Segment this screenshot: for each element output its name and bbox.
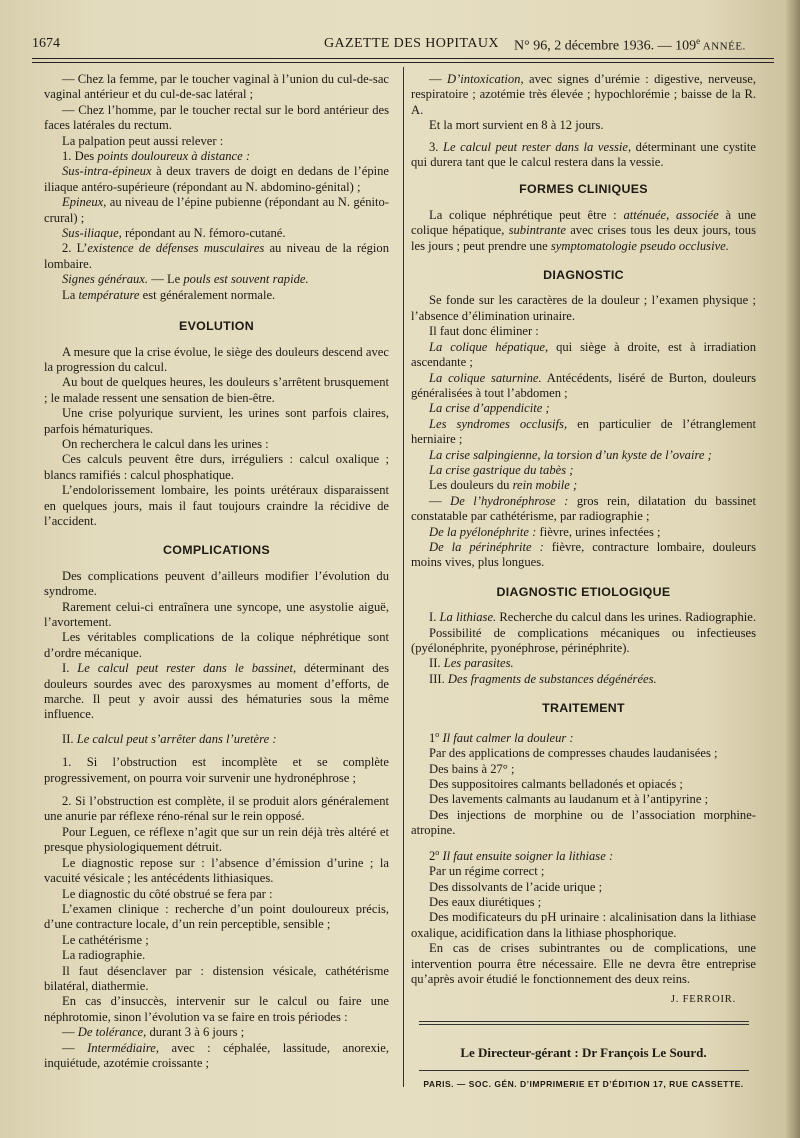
paragraph: 1. Si l’obstruction est incomplète et se complète progressivement, on pourra voir survenir une hydronéphrose ; — [44, 755, 389, 785]
director-line: Le Directeur-gérant : Dr François Le Sourd. — [460, 1044, 707, 1060]
divider — [419, 1024, 749, 1025]
page-number: 1674 — [32, 36, 60, 51]
paragraph: 3. Le calcul peut rester dans la vessie, déterminant une cystite qui durera tant que le calcul restera dans la vessie. — [411, 139, 756, 170]
paragraph: L’examen clinique : recherche d’un point douloureux précis, d’une contracture locale, d’un rein perceptible, sensible ; — [44, 901, 389, 932]
paragraph: Des lavements calmants au laudanum et à l’antipyrine ; — [429, 792, 709, 807]
paragraph: La colique néphrétique peut être : atténuée, associée à une colique hépatique, subintrante avec crises tous les deux jours, tous les jours ; peut prendre une symptomatologie pseudo occlusive. — [411, 207, 757, 253]
author-signature: J. FERROIR. — [670, 993, 736, 1005]
paragraph: Des injections de morphine ou de l’association morphine-atropine. — [411, 807, 756, 838]
paragraph: Par des applications de compresses chaudes laudanisées ; — [429, 746, 718, 761]
paragraph: Il faut désenclaver par : distension vésicale, cathétérisme bilatéral, diathermie. — [44, 963, 389, 993]
header-rule-2 — [32, 62, 774, 63]
paragraph: La colique saturnine. Antécédents, liséré de Burton, douleurs généralisées à tout l’abdomen ; — [411, 370, 756, 400]
paragraph: En cas d’insuccès, intervenir sur le calcul ou faire une néphrotomie, sinon l’évolution va se faire en trois périodes : — [44, 994, 389, 1024]
paragraph: Des suppositoires calmants belladonés et opiacés ; — [429, 777, 683, 792]
paragraph: De la pyélonéphrite : fièvre, urines infectées ; — [429, 524, 661, 539]
issue-date: N° 96, 2 décembre 1936. — 109e ANNÉE. — [514, 36, 746, 54]
section-heading-complications: COMPLICATIONS — [163, 543, 270, 558]
paragraph: A mesure que la crise évolue, le siège des douleurs descend avec la progression du calcul. — [44, 344, 389, 374]
paragraph: Le diagnostic repose sur : l’absence d’émission d’urine ; la vacuité vésicale ; les antécédents lithiasiques. — [44, 855, 389, 886]
left-column — [44, 72, 389, 1071]
paragraph: Les véritables complications de la colique néphrétique sont d’ordre mécanique. — [44, 630, 389, 660]
paragraph: Possibilité de complications mécaniques ou infectieuses (pyélonéphrite, pyonéphrose, périnéphrite). — [411, 625, 756, 655]
column-separator — [403, 67, 404, 1087]
paragraph: — Intermédiaire, avec : céphalée, lassitude, anorexie, inquiétude, azotémie croissante ; — [44, 1040, 389, 1070]
right-column — [411, 72, 756, 1093]
paragraph: Des bains à 27° ; — [429, 761, 515, 776]
paragraph: De la périnéphrite : fièvre, contracture lombaire, douleurs moins vives, plus longues. — [411, 539, 756, 570]
paragraph: — Chez l’homme, par le toucher rectal sur le bord antérieur des faces latérales du rectum. — [44, 102, 389, 133]
section-heading-diagnostic-etiologique: DIAGNOSTIC ETIOLOGIQUE — [496, 584, 671, 599]
paragraph: Ces calculs peuvent être durs, irréguliers : calcul oxalique ; blancs ramifiés : calcul phosphatique. — [44, 452, 389, 482]
paragraph: Au bout de quelques heures, les douleurs s’arrêtent brusquement ; le malade ressent une sensation de bien-être. — [44, 375, 389, 405]
paragraph: 2$^o$ Il faut ensuite soigner la lithiase : — [429, 847, 614, 863]
printer-imprint: PARIS. — SOC. GÉN. D’IMPRIMERIE ET D’ÉDITION 17, RUE CASSETTE. — [423, 1079, 744, 1090]
paragraph: Se fonde sur les caractères de la douleur ; l’examen physique ; l’absence d’élimination urinaire. — [411, 293, 756, 323]
section-heading-diagnostic: DIAGNOSTIC — [543, 268, 624, 283]
paragraph: Et la mort survient en 8 à 12 jours. — [429, 118, 604, 133]
divider — [419, 1070, 749, 1071]
paragraph: Il faut donc éliminer : — [429, 324, 539, 339]
paragraph: Epineux, au niveau de l’épine pubienne (répondant au N. génito-crural) ; — [44, 195, 389, 225]
paragraph: Des eaux diurétiques ; — [429, 895, 542, 910]
paragraph: 2. L’existence de défenses musculaires au niveau de la région lombaire. — [44, 241, 389, 271]
paragraph: En cas de crises subintrantes ou de complications, une intervention pourra être nécessaire. Elle ne devra être entreprise qu’après avoir étudié le fonctionnement des deux reins. — [411, 941, 756, 987]
divider — [419, 1021, 749, 1022]
paragraph: Les douleurs du rein mobile ; — [429, 478, 578, 493]
paragraph: Des dissolvants de l’acide urique ; — [429, 879, 603, 894]
running-header — [32, 36, 774, 56]
paragraph: 1. Des points douloureux à distance : — [62, 149, 251, 164]
paragraph: — D’intoxication, avec signes d’urémie : digestive, nerveuse, respiratoire ; azotémie très élevée ; hypochlorémie ; baisse de la R. A. — [411, 72, 756, 117]
journal-title: GAZETTE DES HOPITAUX — [324, 36, 499, 51]
paragraph: II. Les parasites. — [429, 656, 514, 671]
paragraph: La crise d’appendicite ; — [429, 401, 550, 416]
paragraph: La température est généralement normale. — [62, 287, 276, 302]
paragraph: 2. Si l’obstruction est complète, il se produit alors généralement une anurie par réflexe réno-rénal sur le rein opposé. — [44, 794, 389, 824]
paragraph: Des modificateurs du pH urinaire : alcalinisation dans la lithiase oxalique, acidification dans la lithiase phosphorique. — [411, 910, 756, 940]
paragraph: III. Des fragments de substances dégénérées. — [429, 671, 657, 686]
page-edge — [786, 0, 800, 1138]
paragraph: — Chez la femme, par le toucher vaginal à l’union du cul-de-sac vaginal antérieur et du cul-de-sac latéral ; — [44, 72, 389, 102]
paragraph: Signes généraux. — Le pouls est souvent rapide. — [62, 272, 309, 287]
paragraph: II. Le calcul peut s’arrêter dans l’uretère : — [62, 731, 277, 746]
paragraph: 1$^o$ Il faut calmer la douleur : — [429, 729, 574, 745]
paragraph: — De l’hydronéphrose : gros rein, dilatation du bassinet constatable par cathétérisme, par radiographie ; — [411, 493, 756, 524]
paragraph: Sus-intra-épineux à deux travers de doigt en dedans de l’épine iliaque antéro-supérieure (répondant au N. abdomino-génital) ; — [44, 164, 389, 194]
paragraph: Par un régime correct ; — [429, 864, 545, 879]
paragraph: On recherchera le calcul dans les urines : — [62, 436, 269, 451]
paragraph: I. La lithiase. Recherche du calcul dans les urines. Radiographie. — [429, 610, 757, 625]
header-rule — [32, 58, 774, 59]
paragraph: I. Le calcul peut rester dans le bassinet, déterminant des douleurs sourdes avec des paroxysmes au moment d’efforts, de marche. Il peut y avoir aussi des hématuries sous la même influence. — [44, 661, 389, 722]
paragraph: La colique hépatique, qui siège à droite, est à irradiation ascendante ; — [411, 339, 757, 370]
paragraph: Rarement celui-ci entraînera une syncope, une asystolie aiguë, l’avortement. — [44, 599, 389, 629]
paragraph: — De tolérance, durant 3 à 6 jours ; — [62, 1025, 245, 1040]
paragraph: La palpation peut aussi relever : — [62, 133, 224, 148]
paragraph: La radiographie. — [62, 948, 146, 963]
paragraph: La crise gastrique du tabès ; — [429, 462, 574, 477]
paragraph: Le diagnostic du côté obstrué se fera par : — [62, 886, 273, 901]
paragraph: L’endolorissement lombaire, les points urétéraux disparaissent en quelques jours, mais il faut toujours craindre la récidive de l’accident. — [44, 483, 389, 528]
paragraph: Sus-iliaque, répondant au N. fémoro-cutané. — [62, 226, 286, 241]
section-heading-formes-cliniques: FORMES CLINIQUES — [519, 182, 648, 197]
paragraph: Une crise polyurique survient, les urines sont parfois claires, parfois hématuriques. — [44, 406, 389, 436]
paragraph: Pour Leguen, ce réflexe n’agit que sur un rein déjà très altéré et presque physiologiquement détruit. — [44, 824, 389, 855]
section-heading-evolution: EVOLUTION — [179, 319, 254, 334]
section-heading-traitement: TRAITEMENT — [542, 701, 625, 716]
paragraph: Des complications peuvent d’ailleurs modifier l’évolution du syndrome. — [44, 568, 389, 599]
paragraph: Les syndromes occlusifs, en particulier de l’étranglement herniaire ; — [411, 416, 756, 447]
paragraph: La crise salpingienne, la torsion d’un kyste de l’ovaire ; — [429, 447, 712, 462]
paragraph: Le cathétérisme ; — [62, 932, 149, 947]
